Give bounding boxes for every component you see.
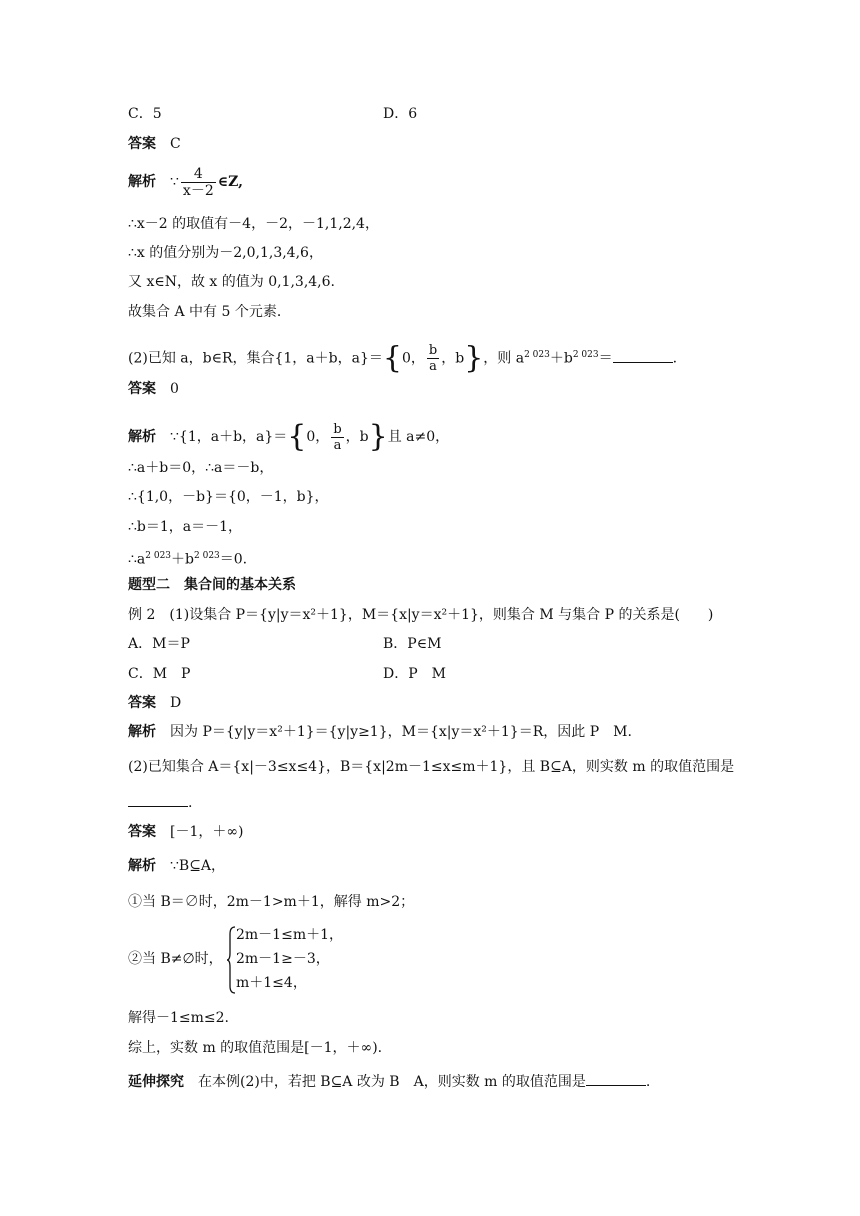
solution-2-l5-mid: ＋b xyxy=(171,551,194,568)
fraction xyxy=(331,422,343,453)
solution-label: 解析 xyxy=(128,429,156,445)
answer-blank xyxy=(613,349,673,363)
answer-1 xyxy=(128,135,181,153)
answer-4 xyxy=(128,823,244,841)
solution-2-l5-post: ＝0. xyxy=(219,551,248,568)
solution-2-pre: ∵{1，a＋b，a}＝ xyxy=(170,429,288,445)
answer-value: C xyxy=(170,136,181,152)
solution-label: 解析 xyxy=(128,724,156,740)
fraction-numerator: b xyxy=(428,343,438,359)
option-b: B．P∈M xyxy=(383,636,442,652)
fraction-numerator: 4 xyxy=(181,166,216,183)
section-title: 题型二 集合间的基本关系 xyxy=(128,577,296,593)
solution-2-line-4: ∴b＝1，a＝－1， xyxy=(128,519,243,535)
left-brace: { xyxy=(382,340,402,376)
set-element-b: ，b xyxy=(441,350,465,367)
solution-4-line-3: ②当 B≠∅时， xyxy=(128,951,223,967)
left-brace: { xyxy=(287,419,307,454)
solution-1-line-1 xyxy=(128,164,243,200)
question-2 xyxy=(128,335,677,379)
solution-1-line-5: 故集合 A 中有 5 个元素． xyxy=(128,304,291,320)
extension-question xyxy=(128,1072,650,1091)
fraction-denominator: a xyxy=(429,359,437,375)
fraction xyxy=(427,343,439,374)
solution-1-line-4: 又 x∈N，故 x 的值为 0,1,3,4,6. xyxy=(128,274,335,290)
system-line-2: 2m－1≥－3， xyxy=(236,951,330,967)
fraction-denominator: x－2 xyxy=(182,182,214,199)
question-2-mid: ＋b xyxy=(549,350,573,367)
question-2-tail: . xyxy=(672,350,678,367)
exponent: 2 023 xyxy=(524,350,550,360)
example-2b-blank-line xyxy=(128,793,192,812)
solution-4-line-5: 综上，实数 m 的取值范围是[－1，＋∞). xyxy=(128,1040,383,1056)
solution-label: 解析 xyxy=(128,174,156,190)
answer-label: 答案 xyxy=(128,381,156,397)
example-2b-tail: . xyxy=(188,795,193,811)
option-a: A．M＝P xyxy=(128,636,190,652)
answer-label: 答案 xyxy=(128,824,156,840)
right-brace: } xyxy=(368,419,388,454)
solution-2-line-2: ∴a＋b＝0，∴a＝－b， xyxy=(128,460,274,476)
extension-tail: . xyxy=(645,1074,651,1090)
solution-1-line-3: ∴x 的值分别为－2,0,1,3,4,6， xyxy=(128,245,323,261)
solution-2-line-1 xyxy=(128,417,449,457)
example-2b-stem: (2)已知集合 A＝{x|－3≤x≤4}，B＝{x|2m－1≤x≤m＋1}，且 B⊆A，则实数 m 的取值范围是 xyxy=(128,759,735,775)
set-membership: ∈Z, xyxy=(217,174,243,190)
system-line-3: m＋1≤4， xyxy=(236,975,307,991)
solution-2-line-5 xyxy=(128,547,247,569)
question-2-post: ，则 a xyxy=(483,350,525,367)
solution-label: 解析 xyxy=(128,858,156,874)
system-brace xyxy=(226,926,236,994)
right-brace: } xyxy=(464,340,484,376)
extension-label: 延伸探究 xyxy=(128,1074,184,1090)
solution-4-line-1 xyxy=(128,857,225,875)
answer-3 xyxy=(128,694,181,712)
question-2-stem: (2)已知 a，b∈R，集合{1，a＋b，a}＝ xyxy=(128,350,383,367)
solution-2-post: 且 a≠0， xyxy=(387,429,450,445)
exponent: 2 023 xyxy=(145,551,172,561)
answer-blank xyxy=(586,1072,646,1086)
example-2-stem: 例 2 (1)设集合 P＝{y|y＝x²＋1}，M＝{x|y＝x²＋1}，则集合 M 与集合 P 的关系是( ) xyxy=(128,607,714,623)
option-c: C．M P xyxy=(128,666,191,682)
solution-3 xyxy=(128,723,632,741)
extension-text: 在本例(2)中，若把 B⊆A 改为 B A，则实数 m 的取值范围是 xyxy=(198,1074,586,1090)
solution-1-line-2: ∴x－2 的取值有－4，－2，－1,1,2,4， xyxy=(128,216,379,232)
exponent: 2 023 xyxy=(572,350,599,360)
answer-label: 答案 xyxy=(128,136,156,152)
system-line-1: 2m－1≤m＋1， xyxy=(236,927,344,943)
fraction xyxy=(181,166,216,199)
fraction-numerator: b xyxy=(333,421,342,437)
answer-blank xyxy=(128,793,188,807)
solution-4-l1: ∵B⊆A， xyxy=(170,858,226,874)
answer-value: [－1，＋∞) xyxy=(170,824,244,840)
answer-label: 答案 xyxy=(128,695,156,711)
question-2-end: ＝ xyxy=(598,350,613,367)
set-element-b: ，b xyxy=(345,429,369,445)
set-element-a: 0， xyxy=(401,350,425,367)
exponent: 2 023 xyxy=(194,551,220,561)
solution-2-l5-pre: ∴a xyxy=(128,551,146,568)
option-d: D．P M xyxy=(383,666,446,682)
answer-value: D xyxy=(170,695,182,711)
solution-4-line-4: 解得－1≤m≤2. xyxy=(128,1010,230,1026)
fraction-denominator: a xyxy=(333,437,342,453)
set-element-a: 0， xyxy=(306,429,330,445)
answer-2 xyxy=(128,380,179,398)
option-c: C．5 xyxy=(128,106,162,122)
solution-2-line-3: ∴{1,0，－b}＝{0，－1，b}， xyxy=(128,489,329,505)
because-symbol: ∵ xyxy=(170,174,179,190)
answer-value: 0 xyxy=(170,381,179,397)
option-d: D．6 xyxy=(383,106,418,122)
solution-text: 因为 P＝{y|y＝x²＋1}＝{y|y≥1}，M＝{x|y＝x²＋1}＝R，因此 P M. xyxy=(170,724,632,740)
solution-4-line-2: ①当 B＝∅时，2m－1>m＋1，解得 m>2； xyxy=(128,894,415,910)
